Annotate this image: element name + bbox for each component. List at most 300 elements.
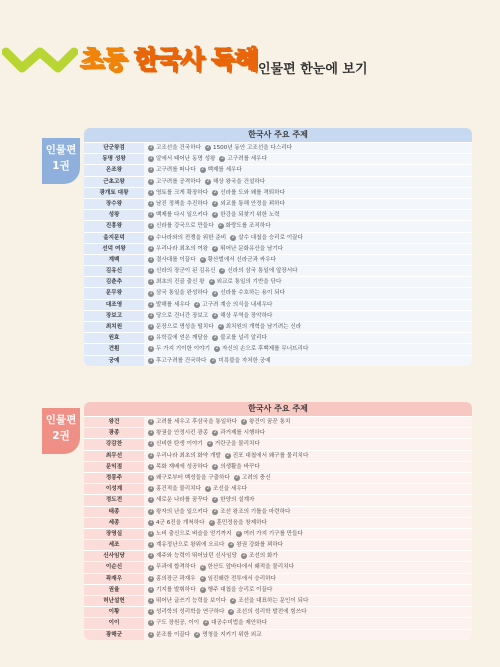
volume1-table-title: 한국사 주요 주제 (84, 128, 472, 142)
person-name: 동명 성왕 (84, 154, 144, 164)
topic-list (144, 210, 472, 220)
topic-item (212, 188, 285, 198)
topic-item (148, 266, 215, 276)
topic-number-icon: 2 (235, 475, 239, 481)
topic-number-icon: 1 (149, 430, 153, 436)
topic-text: 두 가지 기이한 이야기 (156, 346, 210, 353)
page-header (0, 38, 500, 84)
topic-item (209, 518, 267, 528)
table-row (84, 629, 472, 640)
topic-number-icon: 2 (213, 430, 217, 436)
person-name: 견훤 (84, 344, 144, 354)
topic-number-icon: 1 (149, 486, 153, 492)
topic-number-icon: 1 (149, 167, 153, 173)
table-row (84, 528, 472, 539)
topic-text: 왕권 강화를 꾀하다 (236, 542, 284, 549)
volume2-table (84, 402, 472, 640)
topic-text: 알에서 태어난 동명 성왕 (156, 156, 216, 163)
topic-item (212, 495, 254, 505)
page-title (80, 40, 258, 76)
topic-number-icon: 2 (201, 256, 205, 262)
topic-list (144, 540, 472, 550)
topic-text: 당으로 건너간 장보고 (156, 312, 209, 319)
topic-number-icon: 1 (149, 519, 153, 525)
topic-list (144, 333, 472, 343)
person-name: 강감찬 (84, 439, 144, 449)
topic-number-icon: 1 (149, 268, 153, 274)
topic-text: 황산벌에서 신라군과 싸우다 (207, 256, 277, 263)
topic-number-icon: 2 (210, 279, 214, 285)
topic-item (148, 165, 196, 175)
topic-number-icon: 2 (213, 201, 217, 207)
topic-number-icon: 2 (213, 212, 217, 218)
topic-item (148, 311, 208, 321)
topic-text: 자신의 손으로 후백제를 무너뜨리다 (221, 346, 309, 353)
topic-number-icon: 2 (213, 497, 217, 503)
topic-item (148, 210, 208, 220)
topic-item (212, 288, 285, 298)
topic-list (144, 484, 472, 494)
topic-list (144, 495, 472, 505)
topic-item (148, 177, 201, 187)
topic-number-icon: 1 (149, 279, 153, 285)
page-subtitle: 인물편 한눈에 보기 (258, 62, 368, 77)
topic-item (148, 288, 208, 298)
table-row (84, 595, 472, 606)
topic-list (144, 451, 472, 461)
topic-number-icon: 2 (206, 486, 210, 492)
topic-text: 훈민정음을 창제하다 (216, 519, 267, 526)
topic-text: 신라의 삼국 통일에 앞장서다 (227, 268, 298, 275)
person-name: 장영실 (84, 529, 144, 539)
topic-text: 왕자의 난을 일으키다 (156, 508, 209, 515)
volume2-table-title: 한국사 주요 주제 (84, 402, 472, 416)
topic-list (144, 439, 472, 449)
topic-item (148, 484, 201, 494)
topic-item (148, 562, 196, 572)
table-row (84, 332, 472, 343)
topic-number-icon: 2 (242, 553, 246, 559)
person-name: 권율 (84, 585, 144, 595)
topic-number-icon: 1 (149, 156, 153, 162)
person-name: 장수왕 (84, 199, 144, 209)
topic-text: 조선의 성리학 발전에 힘쓰다 (236, 609, 307, 616)
topic-list (144, 233, 472, 243)
person-name: 이황 (84, 607, 144, 617)
topic-item (200, 165, 242, 175)
person-name: 온조왕 (84, 165, 144, 175)
volume1-label (42, 138, 80, 184)
topic-text: 신라의 장군이 된 김유신 (156, 268, 216, 275)
topic-item (148, 529, 232, 539)
topic-item (234, 473, 271, 483)
topic-list (144, 165, 472, 175)
person-name: 이성계 (84, 484, 144, 494)
topic-item (148, 439, 203, 449)
table-row (84, 472, 472, 483)
topic-number-icon: 1 (149, 530, 153, 536)
topic-text: 1500년 동안 고조선을 다스리다 (213, 145, 293, 151)
topic-item (218, 221, 271, 231)
topic-number-icon: 2 (213, 290, 217, 296)
topic-item (212, 210, 279, 220)
topic-number-icon: 2 (242, 419, 246, 425)
topic-item (210, 356, 270, 366)
topic-number-icon: 2 (201, 586, 205, 592)
topic-number-icon: 1 (149, 245, 153, 251)
topic-number-icon: 1 (149, 178, 153, 184)
volume2-label (42, 408, 80, 454)
topic-number-icon: 1 (149, 145, 153, 151)
topic-item (148, 518, 205, 528)
topic-number-icon: 1 (149, 575, 153, 581)
topic-item (148, 221, 214, 231)
topic-text: 뛰어난 문화유산을 남기다 (220, 245, 284, 252)
topic-item (209, 277, 282, 287)
topic-number-icon: 2 (220, 156, 224, 162)
volume2-label-line2: 2권 (52, 430, 70, 442)
topic-list (144, 154, 472, 164)
topic-text: 백제를 세우다 (207, 167, 242, 174)
topic-text: 해상 왕국을 건설하다 (213, 178, 266, 185)
topic-item (207, 439, 260, 449)
topic-text: 임진왜란 전투에서 승리하다 (207, 575, 277, 582)
topic-number-icon: 2 (226, 452, 230, 458)
table-row (84, 584, 472, 595)
person-name: 김춘추 (84, 277, 144, 287)
topic-item (148, 188, 208, 198)
topic-number-icon: 2 (210, 519, 213, 525)
topic-number-icon: 1 (149, 609, 153, 615)
table-row (84, 517, 472, 528)
topic-item (230, 233, 303, 243)
topic-number-icon: 2 (237, 530, 241, 536)
topic-text: 고조선을 건국하다 (156, 145, 202, 151)
topic-item (148, 630, 190, 640)
topic-text: 명청을 지키기 위한 외교 (202, 631, 262, 638)
table-row (84, 232, 472, 243)
topic-number-icon: 2 (220, 268, 224, 274)
topic-number-icon: 2 (201, 575, 205, 581)
topic-item (194, 300, 272, 310)
table-row (84, 483, 472, 494)
person-name: 곽재우 (84, 574, 144, 584)
volume1-section (42, 126, 472, 366)
topic-text: 홍의장군 곽재우 (156, 575, 196, 582)
table-row (84, 176, 472, 187)
topic-item (212, 462, 260, 472)
topic-text: 기지를 발휘하다 (156, 586, 196, 593)
topic-text: 무과에 합격하다 (156, 564, 196, 571)
topic-text: 외교를 통해 안정을 꾀하다 (220, 200, 285, 207)
topic-number-icon: 1 (149, 598, 153, 604)
topic-text: 신라를 강국으로 만들다 (156, 223, 214, 230)
topic-number-icon: 2 (231, 598, 235, 604)
topic-item (148, 451, 221, 461)
topic-text: 의생활을 바꾸다 (220, 463, 260, 470)
topic-item (148, 540, 224, 550)
topic-list (144, 266, 472, 276)
topic-number-icon: 2 (201, 564, 205, 570)
table-row (84, 438, 472, 449)
topic-number-icon: 1 (149, 508, 153, 514)
topic-item (148, 607, 224, 617)
table-row (84, 416, 472, 427)
topic-text: 계유정난으로 왕위에 오르다 (156, 542, 225, 549)
table-row (84, 209, 472, 220)
topic-text: 신라를 수호하는 용이 되다 (220, 290, 285, 297)
topic-text: 과거제를 시행하다 (220, 430, 266, 437)
topic-text: 왕건이 꿈꾼 통치 (249, 419, 291, 425)
topic-text: 조선 왕조의 기틀을 마련하다 (220, 508, 291, 515)
person-name: 광개토 대왕 (84, 188, 144, 198)
table-row (84, 220, 472, 231)
person-name: 정도전 (84, 495, 144, 505)
topic-text: 미륵불을 자처한 궁예 (218, 357, 271, 364)
topic-number-icon: 2 (195, 631, 199, 637)
topic-item (205, 484, 247, 494)
table-row (84, 142, 472, 153)
topic-item (148, 462, 208, 472)
topic-text: 최초의 진골 출신 왕 (156, 279, 205, 286)
topic-text: 행주 대첩을 승리로 이끌다 (207, 586, 273, 593)
topic-number-icon: 1 (149, 564, 153, 570)
topic-text: 구도 장원공, 이이 (156, 620, 200, 627)
topic-number-icon: 2 (206, 178, 210, 184)
topic-text: 문장으로 명성을 떨치다 (156, 324, 214, 330)
topic-number-icon: 1 (149, 256, 153, 262)
topic-list (144, 244, 472, 254)
volume1-label-line2: 1권 (52, 160, 70, 172)
person-name: 장보고 (84, 311, 144, 321)
topic-number-icon: 1 (149, 189, 153, 195)
topic-number-icon: 1 (149, 542, 153, 548)
person-name: 근초고왕 (84, 177, 144, 187)
volume1-label-line1: 인물편 (45, 144, 77, 156)
topic-text: 재주와 능력이 뛰어났던 신사임당 (156, 553, 237, 560)
person-name: 정몽주 (84, 473, 144, 483)
topic-item (200, 574, 276, 584)
topic-list (144, 574, 472, 584)
topic-text: 해상 무역을 장악하다 (220, 312, 273, 319)
table-row (84, 164, 472, 175)
topic-text: 조선의 화가 (249, 553, 278, 560)
topic-list (144, 344, 472, 354)
topic-text: 목화 재배에 성공하다 (156, 463, 209, 470)
topic-item (148, 618, 199, 628)
topic-item (214, 344, 308, 354)
volume1-rows (84, 142, 472, 366)
topic-text: 고구려를 공격하다 (156, 178, 202, 185)
topic-text: 노비 출신으로 벼슬을 얻기까지 (156, 530, 232, 537)
person-name: 진흥왕 (84, 221, 144, 231)
table-row (84, 539, 472, 550)
topic-text: 삼국 통일을 완성하다 (156, 290, 209, 297)
topic-number-icon: 1 (149, 312, 153, 318)
topic-list (144, 462, 472, 472)
person-name: 궁예 (84, 356, 144, 366)
topic-item (148, 551, 237, 561)
topic-item (148, 277, 205, 287)
topic-list (144, 630, 472, 640)
topic-item (212, 507, 290, 517)
topic-list (144, 143, 472, 153)
topic-item (148, 344, 210, 354)
topic-item (241, 551, 278, 561)
person-name: 최무선 (84, 451, 144, 461)
topic-text: 진포 대첩에서 왜구를 물리치다 (232, 452, 309, 459)
table-row (84, 254, 472, 265)
topic-item (200, 585, 273, 595)
topic-number-icon: 1 (149, 324, 153, 330)
topic-item (205, 177, 265, 187)
topic-number-icon: 1 (149, 452, 153, 458)
topic-item (205, 143, 292, 153)
table-row (84, 299, 472, 310)
topic-text: 고구려를 떠나다 (156, 167, 196, 174)
topic-item (218, 322, 302, 332)
topic-item (200, 255, 276, 265)
topic-item (148, 233, 226, 243)
topic-text: 왕권을 안정시킨 광종 (156, 430, 209, 437)
title-part2: 한국사 독해 (134, 45, 258, 74)
topic-item (148, 244, 208, 254)
topic-number-icon: 2 (195, 301, 199, 307)
topic-list (144, 585, 472, 595)
topic-item (212, 311, 272, 321)
person-name: 허난설헌 (84, 596, 144, 606)
topic-list (144, 277, 472, 287)
topic-item (203, 618, 267, 628)
person-name: 광해군 (84, 630, 144, 640)
topic-list (144, 618, 472, 628)
topic-item (212, 199, 285, 209)
topic-item (194, 630, 261, 640)
topic-item (219, 266, 297, 276)
topic-list (144, 356, 472, 366)
topic-text: 화랑도를 조직하다 (225, 223, 271, 230)
topic-text: 홍건적을 물리치다 (156, 486, 202, 493)
table-row (84, 287, 472, 298)
topic-number-icon: 2 (201, 167, 205, 173)
topic-number-icon: 2 (204, 620, 208, 626)
topic-number-icon: 2 (206, 145, 210, 151)
topic-number-icon: 2 (231, 234, 235, 240)
topic-list (144, 607, 472, 617)
topic-item (148, 585, 196, 595)
topic-text: 여러 가지 기구를 만들다 (243, 530, 303, 537)
topic-text: 뛰어난 글쓰기 능력을 보이다 (156, 598, 227, 604)
topic-number-icon: 2 (229, 542, 233, 548)
topic-number-icon: 2 (213, 312, 217, 318)
topic-text: 고려를 세우고 후삼국을 통일하다 (156, 419, 237, 425)
zigzag-decoration-icon (2, 42, 78, 76)
person-name: 광종 (84, 428, 144, 438)
table-row (84, 153, 472, 164)
topic-number-icon: 1 (149, 301, 153, 307)
topic-item (148, 154, 215, 164)
table-row (84, 450, 472, 461)
volume2-rows (84, 416, 472, 640)
topic-item (148, 473, 230, 483)
title-part1: 초등 (80, 45, 127, 74)
topic-number-icon: 1 (149, 463, 153, 469)
person-name: 세종 (84, 518, 144, 528)
table-row (84, 461, 472, 472)
topic-list (144, 221, 472, 231)
topic-number-icon: 1 (149, 346, 153, 352)
topic-list (144, 322, 472, 332)
topic-number-icon: 2 (229, 609, 233, 615)
topic-text: 조선을 대표하는 문인이 되다 (238, 598, 309, 604)
person-name: 성왕 (84, 210, 144, 220)
topic-item (228, 540, 283, 550)
topic-text: 고구려를 세우다 (227, 156, 267, 163)
table-row (84, 310, 472, 321)
topic-text: 새로운 나라를 꿈꾸다 (156, 497, 209, 504)
topic-item (228, 607, 306, 617)
topic-number-icon: 2 (208, 441, 212, 447)
topic-list (144, 507, 472, 517)
table-row (84, 573, 472, 584)
topic-item (148, 596, 226, 606)
person-name: 원효 (84, 333, 144, 343)
topic-list (144, 428, 472, 438)
topic-text: 불교를 널리 알리다 (220, 335, 267, 342)
topic-item (225, 451, 309, 461)
topic-number-icon: 1 (149, 234, 153, 240)
person-name: 이이 (84, 618, 144, 628)
topic-list (144, 255, 472, 265)
topic-list (144, 300, 472, 310)
topic-number-icon: 1 (149, 335, 153, 341)
topic-number-icon: 1 (149, 620, 153, 626)
topic-text: 신비한 탄생 이야기 (156, 441, 203, 448)
topic-list (144, 529, 472, 539)
topic-text: 영토를 크게 확장하다 (156, 189, 209, 196)
topic-item (148, 495, 208, 505)
person-name: 세조 (84, 540, 144, 550)
topic-number-icon: 2 (213, 189, 217, 195)
topic-text: 우리나라 최초의 여왕 (156, 245, 209, 252)
topic-number-icon: 1 (149, 497, 153, 503)
table-row (84, 506, 472, 517)
topic-number-icon: 1 (149, 631, 153, 637)
person-name: 왕건 (84, 417, 144, 427)
volume2-section (42, 406, 472, 646)
topic-number-icon: 1 (149, 357, 153, 363)
person-name: 문익점 (84, 462, 144, 472)
topic-text: 한산도 앞바다에서 왜적을 물리치다 (207, 564, 294, 571)
table-row (84, 494, 472, 505)
topic-number-icon: 1 (149, 419, 153, 425)
topic-list (144, 518, 472, 528)
topic-text: 남진 정책을 추진하다 (156, 200, 209, 207)
topic-text: 한양의 설계자 (220, 497, 255, 504)
topic-item (148, 507, 208, 517)
topic-list (144, 199, 472, 209)
person-name: 김유신 (84, 266, 144, 276)
topic-item (148, 333, 208, 343)
table-row (84, 355, 472, 366)
topic-number-icon: 1 (149, 441, 153, 447)
topic-text: 우리나라 최초의 화약 개발 (156, 452, 221, 459)
table-row (84, 321, 472, 332)
table-row (84, 276, 472, 287)
topic-item (219, 154, 267, 164)
topic-list (144, 562, 472, 572)
topic-list (144, 551, 472, 561)
